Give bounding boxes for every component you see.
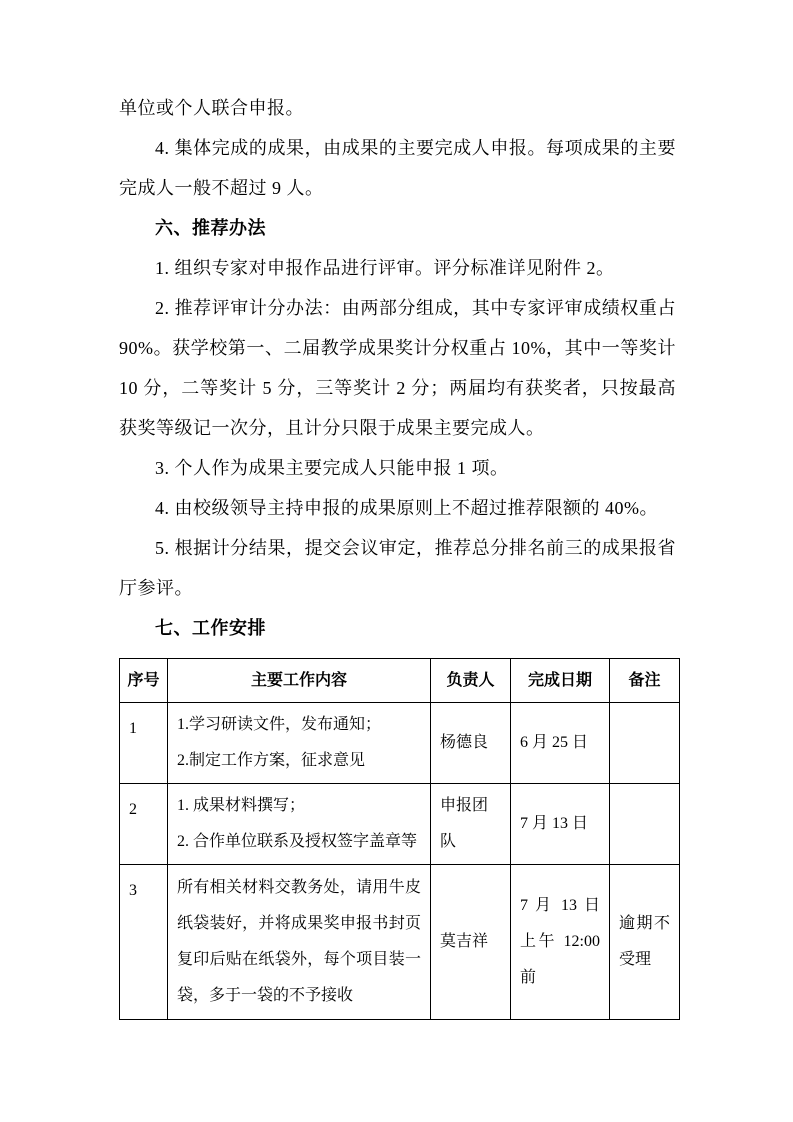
header-serial-number: 序号: [120, 659, 168, 703]
cell-main-content: [168, 703, 431, 784]
section-heading-six: 六、推荐办法: [155, 218, 266, 238]
paragraph-method-4: 4. 由校级领导主持申报的成果原则上不超过推荐限额的 40%。: [155, 498, 658, 518]
paragraph-continuation: 单位或个人联合申报。: [119, 98, 304, 118]
paragraph-method-5: 5. 根据计分结果，提交会议审定，推荐总分排名前三的成果报省厅参评。: [119, 538, 676, 598]
paragraph-item-4: 4. 集体完成的成果，由成果的主要完成人申报。每项成果的主要完成人一般不超过 9 人。: [119, 138, 676, 198]
content-line: 2. 合作单位联系及授权签字盖章等: [177, 833, 418, 850]
content-line: 2.制定工作方案，征求意见: [177, 752, 366, 769]
paragraph-method-1: 1. 组织专家对申报作品进行评审。评分标准详见附件 2。: [155, 258, 615, 278]
cell-due-date: 7 月 13 日上午 12:00 前: [511, 865, 610, 1020]
cell-owner: 申报团队: [431, 784, 511, 865]
header-main-content: 主要工作内容: [168, 659, 431, 703]
table-header-row: [120, 659, 680, 703]
cell-due-date: 6 月 25 日: [511, 703, 610, 784]
header-note: 备注: [610, 659, 680, 703]
cell-note: 逾期不受理: [610, 865, 680, 1020]
cell-main-content: [168, 865, 431, 1020]
paragraph-method-3: 3. 个人作为成果主要完成人只能申报 1 项。: [155, 458, 509, 478]
cell-serial-number: 2: [120, 784, 168, 865]
cell-note: [610, 703, 680, 784]
cell-owner: 莫吉祥: [431, 865, 511, 1020]
header-owner: 负责人: [431, 659, 511, 703]
content-line: 1. 成果材料撰写；: [177, 797, 306, 814]
cell-serial-number: 3: [120, 865, 168, 1020]
header-due-date: 完成日期: [511, 659, 610, 703]
table-row: [120, 865, 680, 1020]
cell-owner: 杨德良: [431, 703, 511, 784]
content-line: 所有相关材料交教务处，请用牛皮纸袋装好，并将成果奖申报书封页复印后贴在纸袋外，每个项目装一袋，多于一袋的不予接收: [177, 879, 421, 1004]
section-heading-seven: 七、工作安排: [155, 618, 266, 638]
cell-main-content: [168, 784, 431, 865]
cell-note: [610, 784, 680, 865]
paragraph-method-2: 2. 推荐评审计分办法：由两部分组成，其中专家评审成绩权重占 90%。获学校第一、二届教学成果奖计分权重占 10%，其中一等奖计 10 分，二等奖计 5 分，三等奖计 2 分；两届均有获奖者，只按最高获奖等级记一次分，且计分只限于成果主要完成人。: [119, 298, 676, 438]
work-schedule-table: [119, 658, 680, 1020]
table-row: [120, 703, 680, 784]
cell-due-date: 7 月 13 日: [511, 784, 610, 865]
content-line: 1.学习研读文件，发布通知；: [177, 716, 382, 733]
table-row: [120, 784, 680, 865]
cell-serial-number: 1: [120, 703, 168, 784]
